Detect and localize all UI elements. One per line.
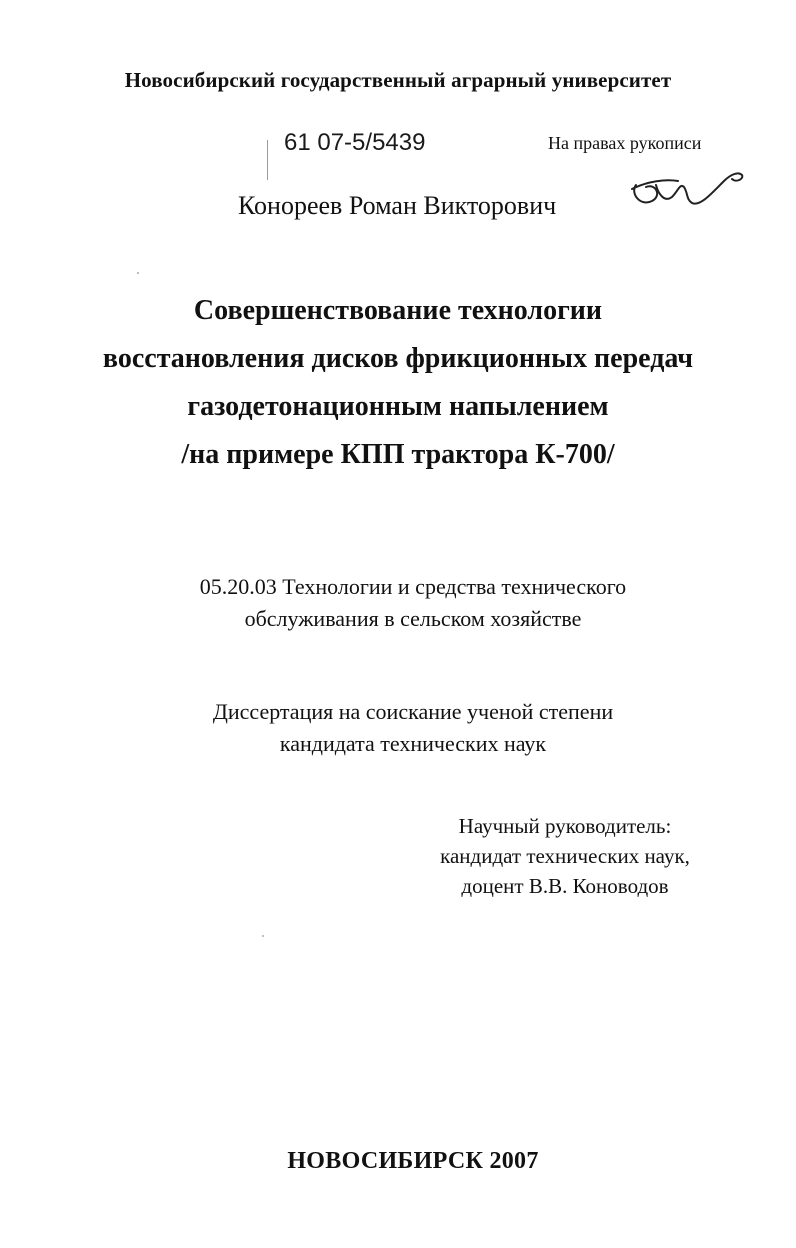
- specialty-block: [0, 571, 796, 635]
- scan-speck: [262, 935, 264, 937]
- dissertation-title: [0, 287, 796, 479]
- supervisor-block: [420, 811, 710, 901]
- title-line: газодетонационным напылением: [187, 391, 609, 422]
- title-line: восстановления дисков фрикционных передач: [102, 343, 694, 374]
- supervisor-line: доцент В.В. Коноводов: [461, 874, 669, 898]
- signature-icon: [626, 163, 746, 213]
- university-name: Новосибирский государственный аграрный университет: [124, 68, 672, 92]
- title-line: /на примере КПП трактора К-700/: [181, 439, 615, 470]
- supervisor-line: Научный руководитель:: [458, 814, 672, 838]
- supervisor-line: кандидат технических наук,: [440, 844, 690, 868]
- degree-line: кандидата технических наук: [279, 731, 547, 756]
- city-year: НОВОСИБИРСК 2007: [287, 1148, 539, 1174]
- author-name: Конореев Роман Викторович: [238, 191, 557, 220]
- margin-mark: [267, 140, 268, 180]
- title-line: Совершенствование технологии: [193, 295, 603, 326]
- degree-block: [0, 696, 796, 760]
- rights-note: На правах рукописи: [548, 133, 702, 153]
- specialty-line: 05.20.03 Технологии и средства технического: [199, 574, 627, 599]
- catalog-code: 61 07-5/5439: [284, 129, 426, 156]
- specialty-line: обслуживания в сельском хозяйстве: [244, 606, 582, 631]
- degree-line: Диссертация на соискание ученой степени: [212, 699, 614, 724]
- scan-speck: [137, 272, 139, 274]
